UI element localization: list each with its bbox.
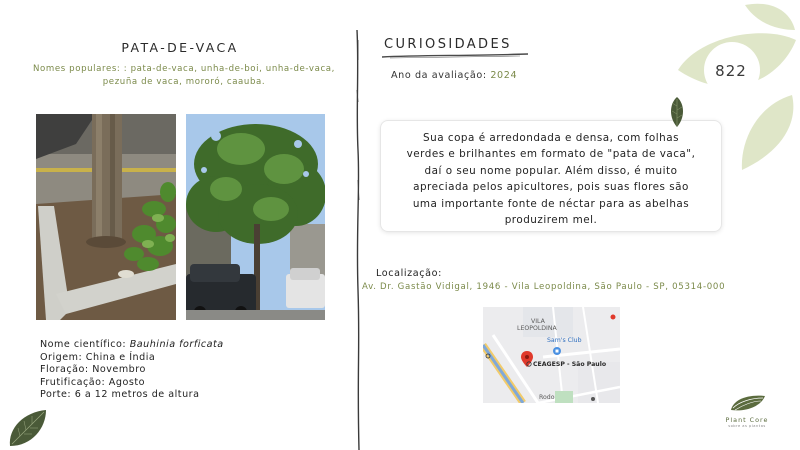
- location-address: Av. Dr. Gastão Vidigal, 1946 - Vila Leopoldina, São Paulo - SP, 05314-000: [362, 282, 726, 292]
- scientific-name-row: [40, 339, 224, 352]
- tree-trunk-photo: [36, 114, 176, 320]
- evaluation-year-label: Ano da avaliação:: [391, 70, 487, 81]
- fruiting-value: Agosto: [108, 376, 145, 388]
- origin-row: [40, 352, 224, 365]
- scientific-name-label: Nome científico:: [40, 339, 127, 350]
- plant-core-logo: [722, 392, 772, 432]
- map-pin-label: CEAGESP - São Paulo: [533, 361, 607, 368]
- tree-number-badge: 822: [715, 62, 747, 80]
- leaf-icon: [6, 406, 50, 450]
- shop-pin-icon: [553, 347, 561, 355]
- location-map[interactable]: [483, 307, 620, 403]
- map-district-line2: LEOPOLDINA: [517, 325, 557, 332]
- evaluation-year-value: 2024: [490, 70, 518, 81]
- fruiting-row: [40, 377, 224, 390]
- scientific-name-value: Bauhinia forficata: [129, 339, 224, 350]
- leaf-icon: [667, 96, 687, 128]
- tree-full-photo: [186, 114, 325, 320]
- logo-tagline: sobre as plantas: [728, 424, 766, 428]
- size-row: [40, 389, 224, 402]
- flowering-label: Floração:: [40, 364, 89, 376]
- map-store-label: Sam's Club: [547, 337, 582, 344]
- size-label: Porte:: [40, 389, 72, 401]
- logo-name: Plant Core: [725, 416, 769, 424]
- curiosities-text: Sua copa é arredondada e densa, com folhas verdes e brilhantes em formato de "pata de vaca", daí o seu nome popular. Além disso, é muito apreciada pelos apicultores, pois suas flores são uma importante fonte de néctar para as abelhas produzirem mel.: [406, 132, 696, 227]
- flowering-value: Novembro: [92, 364, 146, 376]
- size-value: 6 a 12 metros de altura: [74, 389, 200, 401]
- flowering-row: [40, 364, 224, 377]
- fruiting-label: Frutificação:: [40, 376, 106, 388]
- evaluation-year: [391, 70, 517, 81]
- logo-leaf-icon: [725, 392, 769, 414]
- location-label: Localização:: [376, 268, 442, 279]
- curiosities-underline: [380, 52, 530, 60]
- origin-value: China e Índia: [85, 351, 156, 363]
- map-district-line1: VILA: [531, 318, 545, 325]
- origin-label: Origem:: [40, 351, 83, 363]
- map-road-label: Rodo: [539, 394, 555, 401]
- tree-facts: [40, 339, 224, 402]
- popular-names: Nomes populares: : pata-de-vaca, unha-de-boi, unha-de-vaca, pezuña de vaca, mororó, caauba.: [33, 64, 335, 87]
- vertical-divider: [350, 30, 366, 450]
- tree-name-title: PATA-DE-VACA: [121, 40, 239, 55]
- curiosities-title: CURIOSIDADES: [384, 37, 512, 52]
